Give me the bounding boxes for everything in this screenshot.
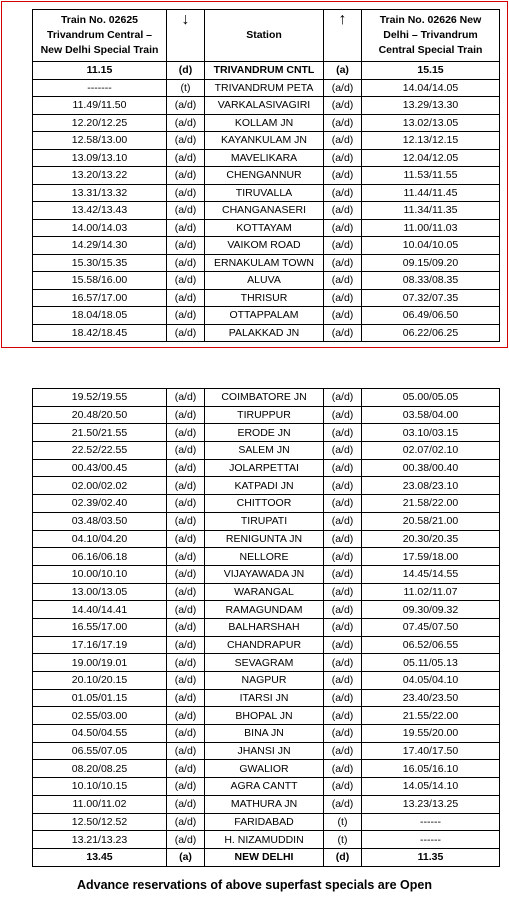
up-type-cell: (a/d): [324, 618, 362, 636]
up-time-cell: 08.33/08.35: [362, 272, 500, 290]
down-time-cell: 04.10/04.20: [33, 530, 167, 548]
down-type-cell: (a/d): [167, 795, 205, 813]
timetable-row: [33, 219, 500, 237]
down-type-cell: (a/d): [167, 202, 205, 220]
down-time-cell: 02.00/02.02: [33, 477, 167, 495]
station-name-cell: KOLLAM JN: [205, 114, 324, 132]
up-time-cell: 07.32/07.35: [362, 289, 500, 307]
timetable-row: [33, 636, 500, 654]
up-time-cell: 11.44/11.45: [362, 184, 500, 202]
timetable-row: [33, 167, 500, 185]
up-type-cell: (a/d): [324, 512, 362, 530]
up-type-cell: (d): [324, 848, 362, 866]
up-time-cell: 10.04/10.05: [362, 237, 500, 255]
down-time-cell: 01.05/01.15: [33, 689, 167, 707]
up-type-cell: (a/d): [324, 324, 362, 342]
station-name-cell: TIRUVALLA: [205, 184, 324, 202]
up-time-cell: 14.05/14.10: [362, 778, 500, 796]
down-type-cell: (a/d): [167, 149, 205, 167]
up-time-cell: 13.23/13.25: [362, 795, 500, 813]
up-time-cell: 11.02/11.07: [362, 583, 500, 601]
up-time-cell: 23.40/23.50: [362, 689, 500, 707]
down-type-cell: (a/d): [167, 459, 205, 477]
up-type-cell: (a/d): [324, 389, 362, 407]
arrow-up-icon: ↑: [324, 10, 362, 62]
up-time-cell: 11.53/11.55: [362, 167, 500, 185]
down-type-cell: (a/d): [167, 636, 205, 654]
down-type-cell: (t): [167, 79, 205, 97]
down-type-cell: (a): [167, 848, 205, 866]
station-name-cell: COIMBATORE JN: [205, 389, 324, 407]
station-name-cell: CHITTOOR: [205, 495, 324, 513]
down-type-cell: (a/d): [167, 689, 205, 707]
station-name-cell: PALAKKAD JN: [205, 324, 324, 342]
up-type-cell: (a/d): [324, 742, 362, 760]
station-name-cell: GWALIOR: [205, 760, 324, 778]
up-time-cell: 11.35: [362, 848, 500, 866]
up-time-cell: 11.00/11.03: [362, 219, 500, 237]
down-type-cell: (a/d): [167, 289, 205, 307]
timetable-row: [33, 530, 500, 548]
down-type-cell: (a/d): [167, 725, 205, 743]
up-time-cell: 14.04/14.05: [362, 79, 500, 97]
timetable-part-2: [32, 388, 500, 867]
down-type-cell: (a/d): [167, 324, 205, 342]
up-time-cell: 07.45/07.50: [362, 618, 500, 636]
down-time-cell: 11.15: [33, 62, 167, 80]
up-time-cell: 12.13/12.15: [362, 132, 500, 150]
timetable-part-1: [32, 9, 500, 342]
down-type-cell: (a/d): [167, 742, 205, 760]
station-name-cell: CHANGANASERI: [205, 202, 324, 220]
timetable-row: [33, 389, 500, 407]
up-time-cell: 21.55/22.00: [362, 707, 500, 725]
timetable-row: [33, 254, 500, 272]
up-time-cell: 23.08/23.10: [362, 477, 500, 495]
timetable-row: [33, 79, 500, 97]
down-type-cell: (a/d): [167, 760, 205, 778]
timetable-row: [33, 813, 500, 831]
station-name-cell: MATHURA JN: [205, 795, 324, 813]
down-time-cell: 12.58/13.00: [33, 132, 167, 150]
station-name-cell: VAIKOM ROAD: [205, 237, 324, 255]
down-time-cell: 03.48/03.50: [33, 512, 167, 530]
timetable-row: [33, 795, 500, 813]
up-type-cell: (a/d): [324, 406, 362, 424]
down-time-cell: 12.50/12.52: [33, 813, 167, 831]
down-time-cell: 18.04/18.05: [33, 307, 167, 325]
up-type-cell: (a/d): [324, 636, 362, 654]
down-time-cell: 21.50/21.55: [33, 424, 167, 442]
station-name-cell: BALHARSHAH: [205, 618, 324, 636]
down-type-cell: (a/d): [167, 237, 205, 255]
down-type-cell: (a/d): [167, 389, 205, 407]
station-name-cell: WARANGAL: [205, 583, 324, 601]
down-time-cell: 13.09/13.10: [33, 149, 167, 167]
station-name-cell: JHANSI JN: [205, 742, 324, 760]
timetable-row: [33, 548, 500, 566]
timetable-row: [33, 512, 500, 530]
timetable-row: [33, 583, 500, 601]
timetable-row: [33, 149, 500, 167]
up-time-cell: 05.11/05.13: [362, 654, 500, 672]
down-time-cell: 11.00/11.02: [33, 795, 167, 813]
up-type-cell: (a/d): [324, 654, 362, 672]
up-time-cell: 12.04/12.05: [362, 149, 500, 167]
up-type-cell: (a/d): [324, 583, 362, 601]
up-type-cell: (a/d): [324, 760, 362, 778]
up-type-cell: (a/d): [324, 495, 362, 513]
up-type-cell: (a/d): [324, 219, 362, 237]
timetable-row: [33, 307, 500, 325]
down-time-cell: 14.29/14.30: [33, 237, 167, 255]
down-time-cell: 16.57/17.00: [33, 289, 167, 307]
timetable-row: [33, 202, 500, 220]
up-type-cell: (a/d): [324, 477, 362, 495]
down-type-cell: (a/d): [167, 831, 205, 849]
timetable-row: [33, 132, 500, 150]
station-name-cell: NELLORE: [205, 548, 324, 566]
up-time-cell: 06.52/06.55: [362, 636, 500, 654]
down-type-cell: (a/d): [167, 778, 205, 796]
timetable-row: [33, 778, 500, 796]
header-row: [33, 10, 500, 62]
down-type-cell: (d): [167, 62, 205, 80]
station-name-cell: TIRUPPUR: [205, 406, 324, 424]
station-name-cell: BHOPAL JN: [205, 707, 324, 725]
station-name-cell: VARKALASIVAGIRI: [205, 97, 324, 115]
up-type-cell: (a/d): [324, 254, 362, 272]
up-type-cell: (t): [324, 813, 362, 831]
down-type-cell: (a/d): [167, 132, 205, 150]
station-name-cell: TRIVANDRUM CNTL: [205, 62, 324, 80]
up-type-cell: (a/d): [324, 114, 362, 132]
down-time-cell: 10.00/10.10: [33, 565, 167, 583]
up-time-cell: 03.58/04.00: [362, 406, 500, 424]
station-name-cell: SALEM JN: [205, 442, 324, 460]
timetable-row: [33, 324, 500, 342]
down-time-cell: 22.52/22.55: [33, 442, 167, 460]
station-name-cell: KAYANKULAM JN: [205, 132, 324, 150]
station-name-cell: AGRA CANTT: [205, 778, 324, 796]
down-type-cell: (a/d): [167, 495, 205, 513]
down-time-cell: 13.42/13.43: [33, 202, 167, 220]
up-time-cell: 13.02/13.05: [362, 114, 500, 132]
up-time-cell: 09.15/09.20: [362, 254, 500, 272]
timetable-row: [33, 477, 500, 495]
down-time-cell: 13.31/13.32: [33, 184, 167, 202]
timetable-row: [33, 442, 500, 460]
down-type-cell: (a/d): [167, 272, 205, 290]
station-name-cell: KATPADI JN: [205, 477, 324, 495]
station-name-cell: ERODE JN: [205, 424, 324, 442]
down-time-cell: 18.42/18.45: [33, 324, 167, 342]
up-time-cell: 20.30/20.35: [362, 530, 500, 548]
timetable-row: [33, 565, 500, 583]
up-type-cell: (a/d): [324, 707, 362, 725]
timetable-row: [33, 237, 500, 255]
down-type-cell: (a/d): [167, 654, 205, 672]
up-type-cell: (a/d): [324, 202, 362, 220]
up-time-cell: 04.05/04.10: [362, 672, 500, 690]
up-time-cell: 03.10/03.15: [362, 424, 500, 442]
down-time-cell: 11.49/11.50: [33, 97, 167, 115]
down-time-cell: 04.50/04.55: [33, 725, 167, 743]
up-type-cell: (a/d): [324, 237, 362, 255]
up-type-cell: (a/d): [324, 778, 362, 796]
down-type-cell: (a/d): [167, 184, 205, 202]
station-name-cell: JOLARPETTAI: [205, 459, 324, 477]
timetable-row: [33, 848, 500, 866]
down-time-cell: 19.52/19.55: [33, 389, 167, 407]
station-name-cell: TIRUPATI: [205, 512, 324, 530]
station-name-cell: SEVAGRAM: [205, 654, 324, 672]
station-name-cell: NEW DELHI: [205, 848, 324, 866]
up-time-cell: 05.00/05.05: [362, 389, 500, 407]
down-type-cell: (a/d): [167, 406, 205, 424]
timetable-row: [33, 97, 500, 115]
timetable-row: [33, 272, 500, 290]
up-time-cell: 13.29/13.30: [362, 97, 500, 115]
down-type-cell: (a/d): [167, 97, 205, 115]
down-type-cell: (a/d): [167, 254, 205, 272]
down-type-cell: (a/d): [167, 307, 205, 325]
down-type-cell: (a/d): [167, 565, 205, 583]
timetable-row: [33, 114, 500, 132]
timetable-row: [33, 406, 500, 424]
station-name-cell: TRIVANDRUM PETA: [205, 79, 324, 97]
station-name-cell: CHANDRAPUR: [205, 636, 324, 654]
down-time-cell: -------: [33, 79, 167, 97]
timetable-row: [33, 725, 500, 743]
up-time-cell: 00.38/00.40: [362, 459, 500, 477]
up-type-cell: (a): [324, 62, 362, 80]
down-type-cell: (a/d): [167, 707, 205, 725]
down-type-cell: (a/d): [167, 618, 205, 636]
down-time-cell: 12.20/12.25: [33, 114, 167, 132]
up-type-cell: (a/d): [324, 184, 362, 202]
down-time-cell: 06.55/07.05: [33, 742, 167, 760]
down-type-cell: (a/d): [167, 512, 205, 530]
down-type-cell: (a/d): [167, 813, 205, 831]
down-time-cell: 20.48/20.50: [33, 406, 167, 424]
up-type-cell: (a/d): [324, 548, 362, 566]
arrow-down-icon: ↓: [167, 10, 205, 62]
station-name-cell: CHENGANNUR: [205, 167, 324, 185]
down-time-cell: 15.30/15.35: [33, 254, 167, 272]
down-type-cell: (a/d): [167, 219, 205, 237]
up-time-cell: 20.58/21.00: [362, 512, 500, 530]
reservation-notice: Advance reservations of above superfast specials are Open: [76, 878, 432, 892]
station-name-cell: FARIDABAD: [205, 813, 324, 831]
down-time-cell: 08.20/08.25: [33, 760, 167, 778]
up-type-cell: (a/d): [324, 565, 362, 583]
down-time-cell: 00.43/00.45: [33, 459, 167, 477]
down-type-cell: (a/d): [167, 424, 205, 442]
up-time-cell: 21.58/22.00: [362, 495, 500, 513]
up-time-cell: 14.45/14.55: [362, 565, 500, 583]
down-type-cell: (a/d): [167, 601, 205, 619]
up-type-cell: (a/d): [324, 795, 362, 813]
up-type-cell: (a/d): [324, 672, 362, 690]
station-name-cell: ALUVA: [205, 272, 324, 290]
timetable-row: [33, 831, 500, 849]
timetable-row: [33, 672, 500, 690]
up-type-cell: (a/d): [324, 442, 362, 460]
down-time-cell: 15.58/16.00: [33, 272, 167, 290]
down-type-cell: (a/d): [167, 167, 205, 185]
up-time-cell: 16.05/16.10: [362, 760, 500, 778]
station-name-cell: OTTAPPALAM: [205, 307, 324, 325]
up-type-cell: (t): [324, 831, 362, 849]
up-type-cell: (a/d): [324, 167, 362, 185]
down-type-cell: (a/d): [167, 477, 205, 495]
down-type-cell: (a/d): [167, 114, 205, 132]
down-time-cell: 13.00/13.05: [33, 583, 167, 601]
up-type-cell: (a/d): [324, 424, 362, 442]
station-name-cell: H. NIZAMUDDIN: [205, 831, 324, 849]
up-time-cell: ------: [362, 831, 500, 849]
station-name-cell: ITARSI JN: [205, 689, 324, 707]
timetable-row: [33, 184, 500, 202]
up-time-cell: 11.34/11.35: [362, 202, 500, 220]
down-time-cell: 06.16/06.18: [33, 548, 167, 566]
timetable-row: [33, 424, 500, 442]
down-time-cell: 19.00/19.01: [33, 654, 167, 672]
up-time-cell: 06.49/06.50: [362, 307, 500, 325]
up-time-cell: 06.22/06.25: [362, 324, 500, 342]
down-type-cell: (a/d): [167, 583, 205, 601]
station-name-cell: VIJAYAWADA JN: [205, 565, 324, 583]
timetable-row: [33, 689, 500, 707]
timetable-row: [33, 707, 500, 725]
timetable-row: [33, 760, 500, 778]
station-name-cell: KOTTAYAM: [205, 219, 324, 237]
down-type-cell: (a/d): [167, 548, 205, 566]
down-type-cell: (a/d): [167, 672, 205, 690]
up-type-cell: (a/d): [324, 689, 362, 707]
up-type-cell: (a/d): [324, 307, 362, 325]
station-name-cell: BINA JN: [205, 725, 324, 743]
down-type-cell: (a/d): [167, 530, 205, 548]
down-time-cell: 16.55/17.00: [33, 618, 167, 636]
down-time-cell: 13.20/13.22: [33, 167, 167, 185]
station-name-cell: MAVELIKARA: [205, 149, 324, 167]
station-name-cell: NAGPUR: [205, 672, 324, 690]
timetable-row: [33, 742, 500, 760]
up-type-cell: (a/d): [324, 97, 362, 115]
up-time-cell: ------: [362, 813, 500, 831]
timetable-row: [33, 459, 500, 477]
down-time-cell: 13.45: [33, 848, 167, 866]
up-type-cell: (a/d): [324, 289, 362, 307]
up-time-cell: 02.07/02.10: [362, 442, 500, 460]
down-time-cell: 13.21/13.23: [33, 831, 167, 849]
down-train-header: Train No. 02625 Trivandrum Central – New Delhi Special Train: [33, 10, 167, 62]
up-type-cell: (a/d): [324, 725, 362, 743]
down-time-cell: 10.10/10.15: [33, 778, 167, 796]
down-time-cell: 20.10/20.15: [33, 672, 167, 690]
down-time-cell: 14.40/14.41: [33, 601, 167, 619]
timetable-row: [33, 62, 500, 80]
up-time-cell: 09.30/09.32: [362, 601, 500, 619]
up-type-cell: (a/d): [324, 79, 362, 97]
up-time-cell: 17.40/17.50: [362, 742, 500, 760]
timetable-row: [33, 495, 500, 513]
station-name-cell: THRISUR: [205, 289, 324, 307]
up-type-cell: (a/d): [324, 132, 362, 150]
up-time-cell: 19.55/20.00: [362, 725, 500, 743]
station-header: Station: [205, 10, 324, 62]
up-type-cell: (a/d): [324, 530, 362, 548]
down-time-cell: 02.39/02.40: [33, 495, 167, 513]
down-time-cell: 02.55/03.00: [33, 707, 167, 725]
up-time-cell: 15.15: [362, 62, 500, 80]
timetable-row: [33, 654, 500, 672]
station-name-cell: ERNAKULAM TOWN: [205, 254, 324, 272]
timetable-row: [33, 601, 500, 619]
up-time-cell: 17.59/18.00: [362, 548, 500, 566]
down-type-cell: (a/d): [167, 442, 205, 460]
station-name-cell: RAMAGUNDAM: [205, 601, 324, 619]
down-time-cell: 14.00/14.03: [33, 219, 167, 237]
up-train-header: Train No. 02626 New Delhi – Trivandrum Central Special Train: [362, 10, 500, 62]
timetable-row: [33, 289, 500, 307]
timetable-row: [33, 618, 500, 636]
up-type-cell: (a/d): [324, 459, 362, 477]
up-type-cell: (a/d): [324, 601, 362, 619]
station-name-cell: RENIGUNTA JN: [205, 530, 324, 548]
down-time-cell: 17.16/17.19: [33, 636, 167, 654]
up-type-cell: (a/d): [324, 272, 362, 290]
up-type-cell: (a/d): [324, 149, 362, 167]
